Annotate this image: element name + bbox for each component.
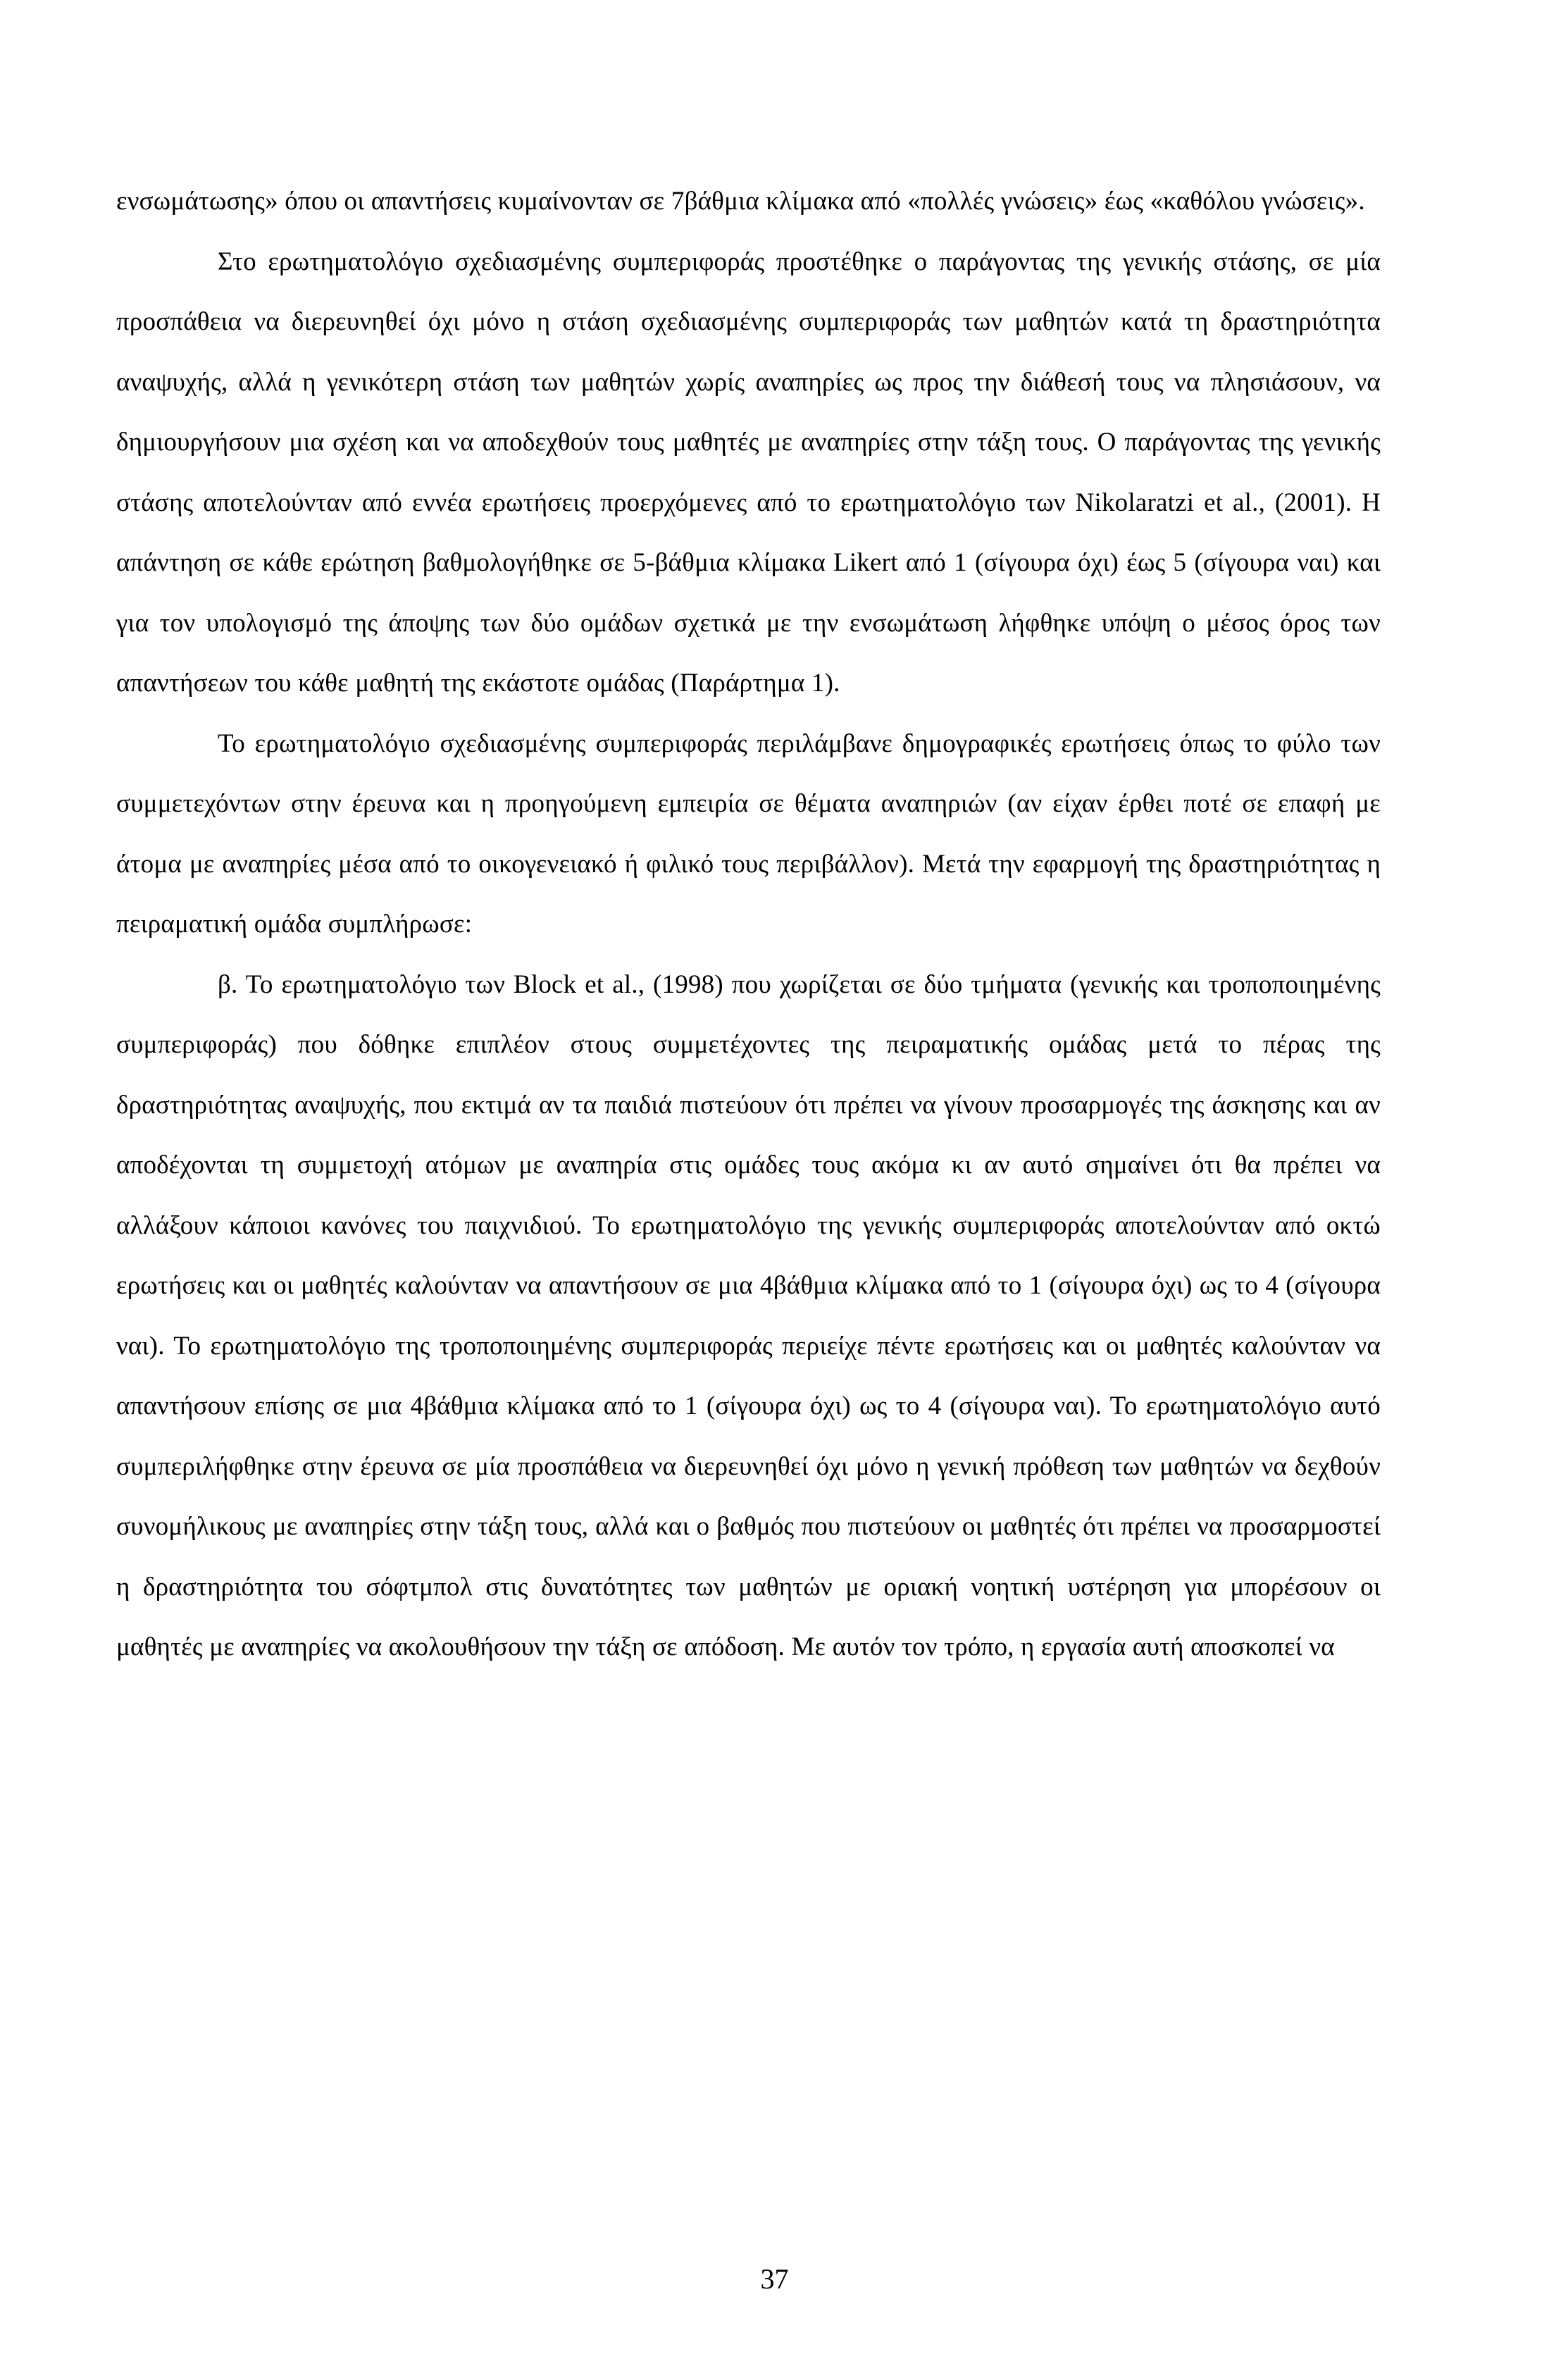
paragraph-4: β. Το ερωτηματολόγιο των Block et al., (1998) που χωρίζεται σε δύο τμήματα (γενικής και τροποποιημένης συμπεριφοράς) που δόθηκε επιπλέον στους συμμετέχοντες της πειραματικής ομάδας μετά το πέρας της δραστηριότητας αναψυχής, που εκτιμά αν τα παιδιά πιστεύουν ότι πρέπει να γίνουν προσαρμογές της άσκησης και αν αποδέχονται τη συμμετοχή ατόμων με αναπηρία στις ομάδες τους ακόμα κι αν αυτό σημαίνει ότι θα πρέπει να αλλάξουν κάποιοι κανόνες του παιχνιδιού. Το ερωτηματολόγιο της γενικής συμπεριφοράς αποτελούνταν από οκτώ ερωτήσεις και οι μαθητές καλούνταν να απαντήσουν σε μια 4βάθμια κλίμακα από το 1 (σίγουρα όχι) ως το 4 (σίγουρα ναι). Το ερωτηματολόγιο της τροποποιημένης συμπεριφοράς περιείχε πέντε ερωτήσεις και οι μαθητές καλούνταν να απαντήσουν επίσης σε μια 4βάθμια κλίμακα από το 1 (σίγουρα όχι) ως το 4 (σίγουρα ναι). Το ερωτηματολόγιο αυτό συμπεριλήφθηκε στην έρευνα σε μία προσπάθεια να διερευνηθεί όχι μόνο η γενική πρόθεση των μαθητών να δεχθούν συνομήλικους με αναπηρίες στην τάξη τους, αλλά και ο βαθμός που πιστεύουν οι μαθητές ότι πρέπει να προσαρμοστεί η δραστηριότητα του σόφτμπολ στις δυνατότητες των μαθητών με οριακή νοητική υστέρηση για μπορέσουν οι μαθητές με αναπηρίες να ακολουθήσουν την τάξη σε απόδοση. Με αυτόν τον τρόπο, η εργασία αυτή αποσκοπεί να — [116, 969, 1381, 1661]
body-text — [116, 171, 1381, 1678]
paragraph-3: Το ερωτηματολόγιο σχεδιασμένης συμπεριφοράς περιλάμβανε δημογραφικές ερωτήσεις όπως το φύλο των συμμετεχόντων στην έρευνα και η προηγούμενη εμπειρία σε θέματα αναπηριών (αν είχαν έρθει ποτέ σε επαφή με άτομα με αναπηρίες μέσα από το οικογενειακό ή φιλικό τους περιβάλλον). Μετά την εφαρμογή της δραστηριότητας η πειραματική ομάδα συμπλήρωσε: — [116, 729, 1381, 938]
paragraph-1: ενσωμάτωσης» όπου οι απαντήσεις κυμαίνονταν σε 7βάθμια κλίμακα από «πολλές γνώσεις» έως «καθόλου γνώσεις». — [116, 187, 1365, 216]
page-number: 37 — [760, 2263, 789, 2295]
paragraph-2: Στο ερωτηματολόγιο σχεδιασμένης συμπεριφοράς προστέθηκε ο παράγοντας της γενικής στάσης, σε μία προσπάθεια να διερευνηθεί όχι μόνο η στάση σχεδιασμένης συμπεριφοράς των μαθητών κατά τη δραστηριότητα αναψυχής, αλλά η γενικότερη στάση των μαθητών χωρίς αναπηρίες ως προς την διάθεσή τους να πλησιάσουν, να δημιουργήσουν μια σχέση και να αποδεχθούν τους μαθητές με αναπηρίες στην τάξη τους. Ο παράγοντας της γενικής στάσης αποτελούνταν από εννέα ερωτήσεις προερχόμενες από το ερωτηματολόγιο των Nikolaratzi et al., (2001). Η απάντηση σε κάθε ερώτηση βαθμολογήθηκε σε 5-βάθμια κλίμακα Likert από 1 (σίγουρα όχι) έως 5 (σίγουρα ναι) και για τον υπολογισμό της άποψης των δύο ομάδων σχετικά με την ενσωμάτωση λήφθηκε υπόψη ο μέσος όρος των απαντήσεων του κάθε μαθητή της εκάστοτε ομάδας (Παράρτημα 1). — [116, 247, 1381, 698]
